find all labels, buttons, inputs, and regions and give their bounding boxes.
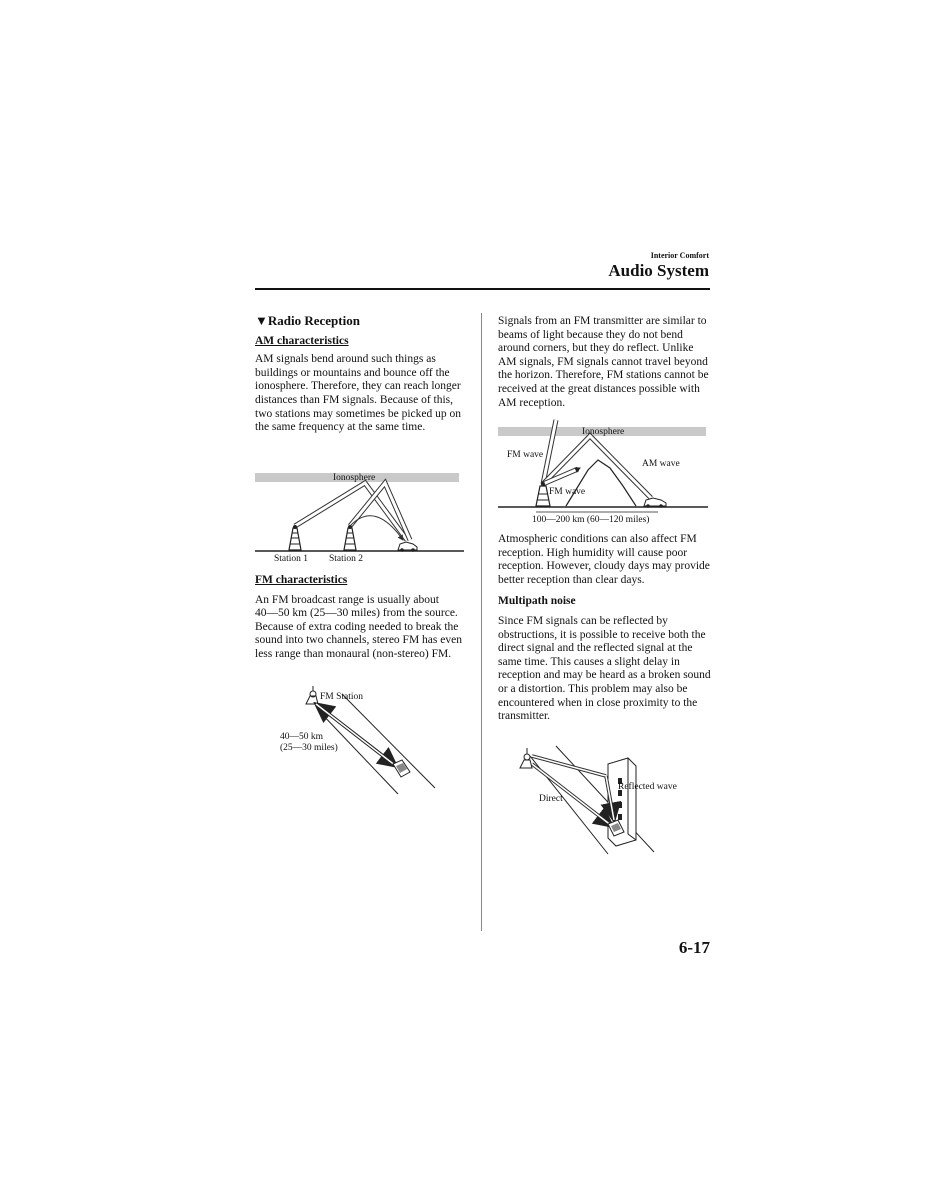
multipath-title: Multipath noise <box>498 595 576 608</box>
atmospheric-text: Atmospheric conditions can also affect FM reception. High humidity will cause poor reception. However, cloudy days may provide better reception than clear days. <box>498 533 710 586</box>
fm-car-icon <box>393 760 410 777</box>
page-number: 6-17 <box>678 938 710 957</box>
fm-am-comparison-figure <box>498 424 710 528</box>
am-characteristics-text: AM signals bend around such things as buildings or mountains and bounce off the ionosphere. Therefore, they can reach longer distances than FM signals. Because of this, two stations may sometimes be picked up on the same frequency at the same time. <box>255 353 462 434</box>
am-characteristics-title: AM characteristics <box>255 334 349 347</box>
station-2-tower-icon <box>344 525 356 550</box>
fm-range-miles-label: (25―30 miles) <box>280 743 338 753</box>
fm-characteristics-text: An FM broadcast range is usually about 40―50 km (25―30 miles) from the source. Because of extra coding needed to break the sound into two channels, stereo FM has even less range than monaural (non-stereo) FM. <box>255 593 462 660</box>
multipath-figure <box>516 744 676 856</box>
fm-range-km-label: 40―50 km <box>280 732 324 742</box>
direct-label: Direct <box>539 794 563 804</box>
column-divider <box>481 313 482 931</box>
section-heading <box>255 314 467 328</box>
fm-transmitter-text: Signals from an FM transmitter are similar to beams of light because they do not bend around corners, but they do reflect. Unlike AM signals, FM signals cannot travel beyond the horizon. Therefore, FM stations cannot be received at the great distances possible with AM reception. <box>498 315 709 409</box>
fm-tower-icon-2 <box>536 482 550 506</box>
multipath-text: Since FM signals can be reflected by obstructions, it is possible to receive both the direct signal and the reflected signal at the same time. This causes a slight delay in reception and may be heard as a broken sound or a distortion. This problem may also be encountered when in close proximity to the transmitter. <box>498 614 711 723</box>
fm-wave-low-label: FM wave <box>549 487 586 497</box>
station-1-label: Station 1 <box>274 554 309 564</box>
left-column-fm <box>255 574 467 662</box>
left-column-top <box>255 314 467 435</box>
distance-label: 100―200 km (60―120 miles) <box>532 515 650 525</box>
header-section-label: Interior Comfort <box>650 251 709 260</box>
am-ionosphere-label: Ionosphere <box>333 473 376 483</box>
am-reception-figure <box>255 470 467 566</box>
fm-range-figure <box>280 684 440 796</box>
mountain-shape <box>566 460 636 506</box>
compare-ionosphere-label: Ionosphere <box>582 427 625 437</box>
station-2-label: Station 2 <box>329 554 364 564</box>
reflected-wave-label: Reflected wave <box>618 782 677 792</box>
fm-station-tower-icon <box>306 686 318 704</box>
right-column-top <box>498 315 712 410</box>
transmitter-tower-icon <box>520 748 532 768</box>
header-rule <box>255 288 710 290</box>
fm-characteristics-title: FM characteristics <box>255 574 348 586</box>
fm-station-label: FM Station <box>320 692 364 702</box>
section-heading-text: Radio Reception <box>267 313 360 328</box>
fm-wave-top-label: FM wave <box>507 450 544 460</box>
am-wave-label: AM wave <box>642 459 680 469</box>
page-title: Audio System <box>608 261 709 280</box>
right-column-bottom <box>498 533 712 724</box>
triangle-marker-icon: ▼ <box>255 313 268 328</box>
station-1-tower-icon <box>289 525 301 550</box>
